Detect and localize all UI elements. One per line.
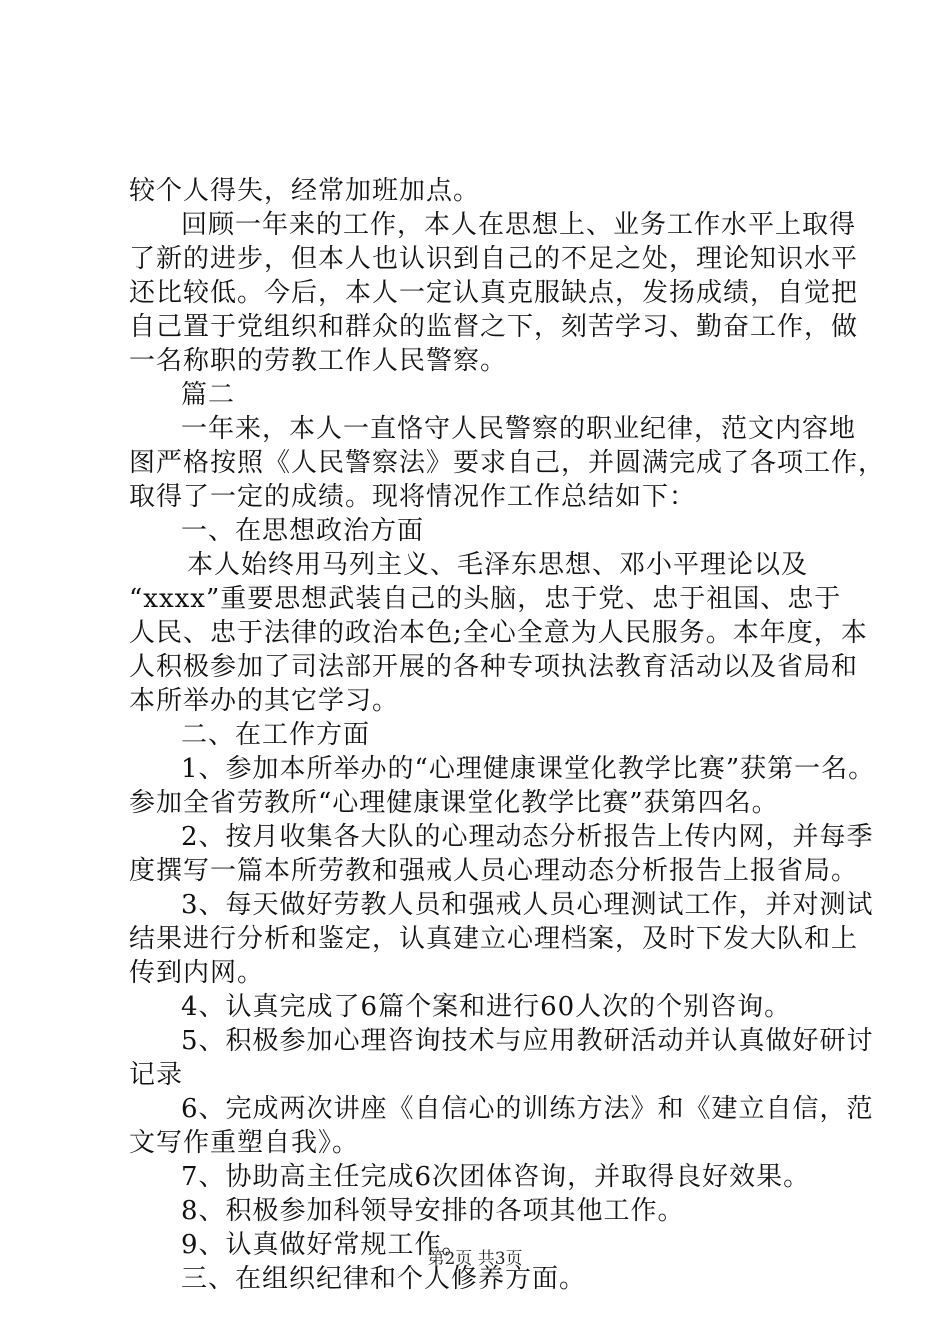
document-body (129, 174, 886, 1296)
list-item-4: 4、认真完成了6篇个案和进行60人次的个别咨询。 (181, 992, 792, 1022)
page-footer: 第2页 共3页 (427, 1249, 523, 1269)
section-heading-part-two: 篇二 (181, 380, 236, 410)
list-item-1: 1、参加本所举办的“心理健康课堂化教学比赛”获第一名。 (181, 754, 876, 784)
text-line: 人民、忠于法律的政治本色;全心全意为人民服务。本年度，本 (129, 618, 868, 648)
heading-discipline: 三、在组织纪律和个人修养方面。 (181, 1264, 587, 1294)
text-line: “xxxx”重要思想武装自己的头脑，忠于党、忠于祖国、忠于 (129, 584, 842, 614)
paragraph-review: 回顾一年来的工作，本人在思想上、业务工作水平上取得 (181, 210, 857, 240)
text-line: 一名称职的劳教工作人民警察。 (129, 346, 508, 376)
text-line: 传到内网。 (129, 958, 265, 988)
text-line: 结果进行分析和鉴定，认真建立心理档案，及时下发大队和上 (129, 924, 859, 954)
text-line: 了新的进步，但本人也认识到自己的不足之处，理论知识水平 (129, 244, 859, 274)
text-line: 度撰写一篇本所劳教和强戒人员心理动态分析报告上报省局。 (129, 856, 859, 886)
list-item-2: 2、按月收集各大队的心理动态分析报告上传内网，并每季 (181, 822, 874, 852)
text-line: 自己置于党组织和群众的监督之下，刻苦学习、勤奋工作，做 (129, 312, 859, 342)
list-item-8: 8、积极参加科领导安排的各项其他工作。 (181, 1196, 685, 1226)
text-line: 图严格按照《人民警察法》要求自己，并圆满完成了各项工作， (129, 448, 886, 478)
list-item-7: 7、协助高主任完成6次团体咨询，并取得良好效果。 (181, 1162, 811, 1192)
heading-work: 二、在工作方面 (181, 720, 371, 750)
paragraph-political: 本人始终用马列主义、毛泽东思想、邓小平理论以及 (187, 550, 809, 580)
list-item-3: 3、每天做好劳教人员和强戒人员心理测试工作，并对测试 (181, 890, 874, 920)
list-item-9: 9、认真做好常规工作。 (181, 1230, 469, 1260)
heading-political-thought: 一、在思想政治方面 (181, 516, 425, 546)
text-line: 本所举办的其它学习。 (129, 686, 400, 716)
text-line: 参加全省劳教所“心理健康课堂化教学比赛”获第四名。 (129, 788, 779, 818)
text-line: 文写作重塑自我》。 (129, 1128, 360, 1158)
text-line: 还比较低。今后，本人一定认真克服缺点，发扬成绩，自觉把 (129, 278, 859, 308)
text-line-continuation: 较个人得失，经常加班加点。 (129, 176, 481, 206)
list-item-6: 6、完成两次讲座《自信心的训练方法》和《建立自信，范 (181, 1094, 874, 1124)
text-line: 取得了一定的成绩。现将情况作工作总结如下： (129, 482, 697, 512)
paragraph-intro: 一年来，本人一直恪守人民警察的职业纪律，范文内容地 (181, 414, 857, 444)
list-item-5: 5、积极参加心理咨询技术与应用教研活动并认真做好研讨 (181, 1026, 874, 1056)
text-line: 人积极参加了司法部开展的各种专项执法教育活动以及省局和 (129, 652, 859, 682)
text-line: 记录 (129, 1060, 184, 1090)
